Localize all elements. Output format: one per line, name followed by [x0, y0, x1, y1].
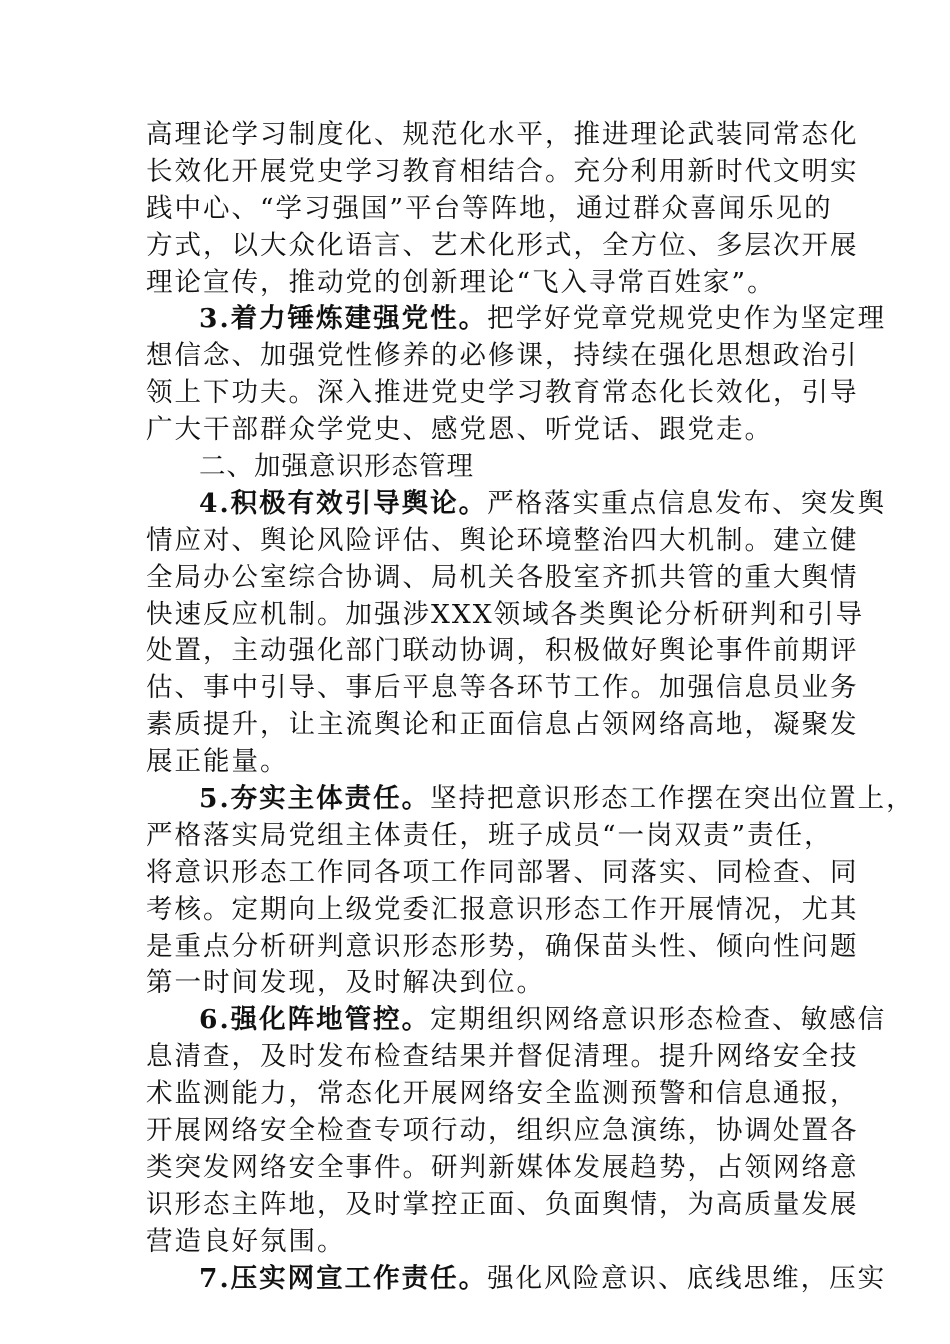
text-line: 方式，以大众化语言、艺术化形式，全方位、多层次开展 — [146, 229, 859, 261]
paragraph-first-line — [146, 1002, 887, 1039]
paragraph-3 — [146, 301, 887, 449]
text-line: 想信念、加强党性修养的必修课，持续在强化思想政治引 — [146, 340, 859, 372]
text-line: 素质提升，让主流舆论和正面信息占领网络高地，凝聚发 — [146, 709, 859, 741]
text-line: 识形态主阵地，及时掌控正面、负面舆情，为高质量发展 — [146, 1188, 859, 1220]
text-line: 严格落实局党组主体责任，班子成员“一岗双责”责任， — [146, 819, 833, 851]
paragraph-heading: 6.强化阵地管控。 — [199, 1004, 431, 1036]
paragraph-text: 强化风险意识、底线思维，压实 — [487, 1262, 887, 1294]
text-line: 将意识形态工作同各项工作同部署、同落实、同检查、同 — [146, 856, 859, 888]
paragraph-intro — [146, 117, 859, 301]
paragraph-first-line — [146, 781, 915, 818]
paragraph-text: 把学好党章党规党史作为坚定理 — [487, 303, 887, 335]
text-line: 践中心、“学习强国”平台等阵地，通过群众喜闻乐见的 — [146, 192, 833, 224]
text-line: 高理论学习制度化、规范化水平，推进理论武装同常态化 — [146, 119, 859, 150]
section-title: 二、加强意识形态管理 — [199, 451, 474, 483]
text-line: 考核。定期向上级党委汇报意识形态工作开展情况，尤其 — [146, 893, 859, 925]
paragraph-6 — [146, 1002, 887, 1260]
text-line: 长效化开展党史学习教育相结合。充分利用新时代文明实 — [146, 155, 859, 187]
text-line: 展正能量。 — [146, 746, 289, 778]
paragraph-heading: 7.压实网宣工作责任。 — [199, 1262, 488, 1294]
paragraph-heading: 3.着力锤炼建强党性。 — [199, 303, 488, 335]
paragraph-text: 坚持把意识形态工作摆在突出位置上， — [430, 783, 915, 815]
section-heading — [146, 449, 810, 486]
text-line: 是重点分析研判意识形态形势，确保苗头性、倾向性问题 — [146, 930, 859, 962]
text-line: 估、事中引导、事后平息等各环节工作。加强信息员业务 — [146, 672, 859, 704]
paragraph-first-line — [146, 486, 887, 523]
text-line: 快速反应机制。加强涉XXX领域各类舆论分析研判和引导 — [146, 598, 865, 630]
paragraph-heading: 5.夯实主体责任。 — [199, 783, 431, 815]
paragraph-text: 严格落实重点信息发布、突发舆 — [487, 487, 887, 519]
paragraph-first-line — [146, 1261, 887, 1298]
text-line: 第一时间发现，及时解决到位。 — [146, 967, 545, 999]
text-line: 术监测能力，常态化开展网络安全监测预警和信息通报， — [146, 1078, 859, 1110]
paragraph-5 — [146, 781, 915, 1002]
paragraph-heading: 4.积极有效引导舆论。 — [199, 487, 488, 519]
text-line: 广大干部群众学党史、感党恩、听党话、跟党走。 — [146, 414, 773, 446]
paragraph-text: 定期组织网络意识形态检查、敏感信 — [430, 1004, 887, 1036]
paragraph-first-line — [146, 301, 887, 338]
text-line: 情应对、舆论风险评估、舆论环境整治四大机制。建立健 — [146, 524, 859, 556]
text-line: 营造良好氛围。 — [146, 1225, 346, 1257]
text-line: 类突发网络安全事件。研判新媒体发展趋势，占领网络意 — [146, 1151, 859, 1183]
text-line: 全局办公室综合协调、局机关各股室齐抓共管的重大舆情 — [146, 561, 859, 593]
document-page — [146, 117, 915, 1298]
paragraph-7 — [146, 1261, 887, 1298]
text-line: 息清查，及时发布检查结果并督促清理。提升网络安全技 — [146, 1041, 859, 1073]
text-line: 处置，主动强化部门联动协调，积极做好舆论事件前期评 — [146, 635, 859, 667]
text-line: 领上下功夫。深入推进党史学习教育常态化长效化，引导 — [146, 377, 859, 409]
paragraph-4 — [146, 486, 887, 781]
text-line: 开展网络安全检查专项行动，组织应急演练，协调处置各 — [146, 1115, 859, 1147]
text-line: 理论宣传，推动党的创新理论“飞入寻常百姓家”。 — [146, 266, 776, 298]
